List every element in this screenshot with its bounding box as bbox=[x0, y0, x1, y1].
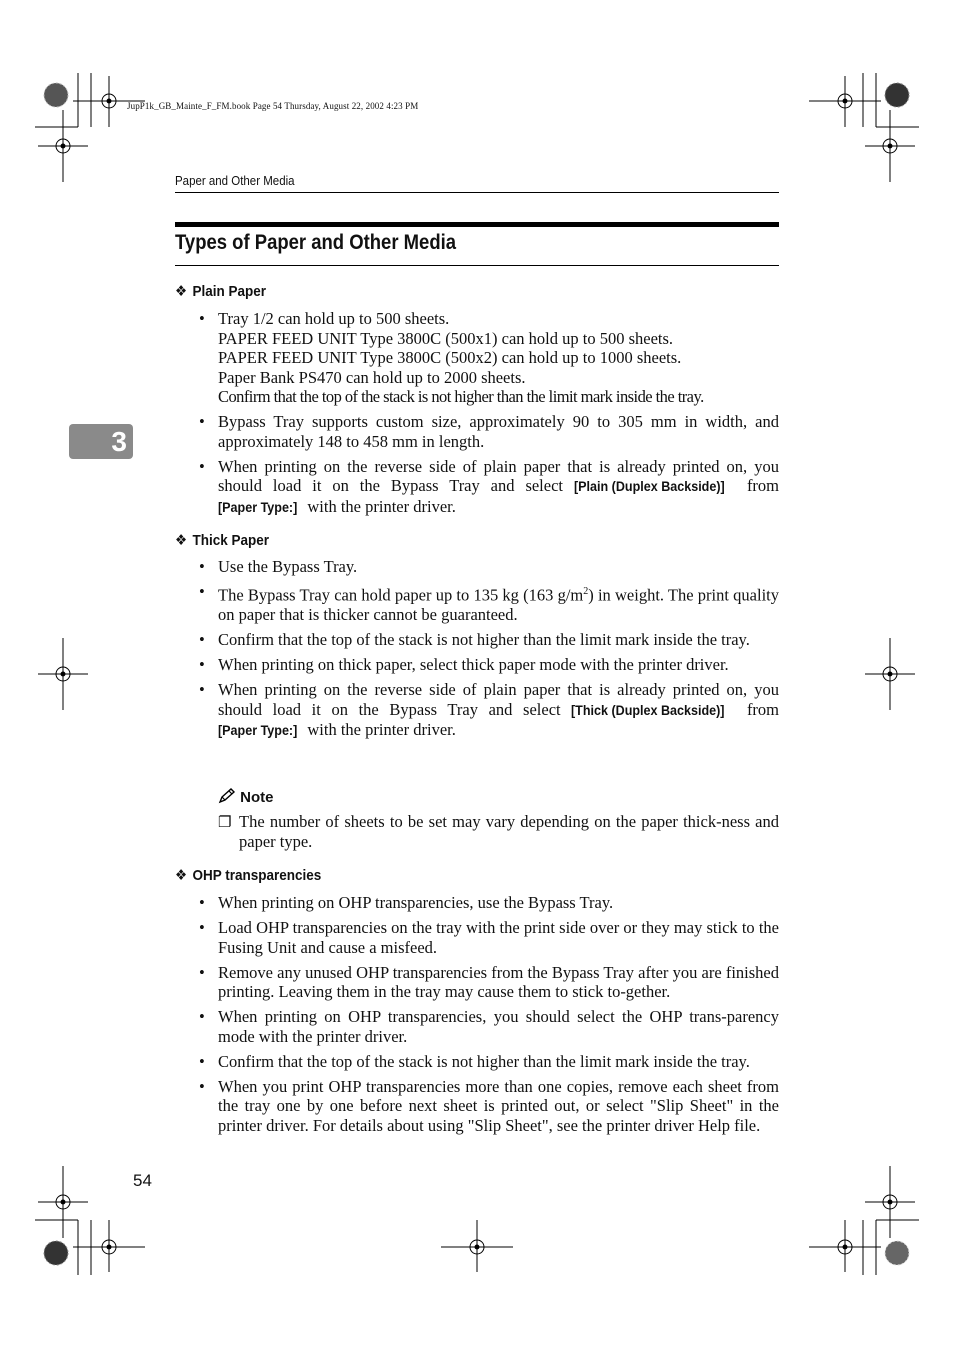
list-item bbox=[199, 456, 780, 518]
list-item-text: from bbox=[746, 476, 780, 495]
registration-mark-icon bbox=[441, 1220, 513, 1272]
diamond-icon: ❖ bbox=[175, 867, 188, 884]
list-item bbox=[199, 680, 780, 741]
ui-label-plain-duplex-backside: [Plain (Duplex Backside)] bbox=[573, 479, 725, 494]
list-item-text: Confirm that the top of the stack is not higher than the limit mark inside the tray. bbox=[218, 630, 750, 649]
chapter-number: 3 bbox=[111, 426, 127, 457]
list-item-text: Confirm that the top of the stack is not higher than the limit mark inside the tray. bbox=[218, 1051, 750, 1071]
list-item-text: When printing on the reverse side of plain paper that is already printed on, you should load it on the Bypass Tray and select bbox=[218, 456, 779, 495]
registration-mark-icon bbox=[38, 110, 88, 182]
list-item-text: ) in weight. The print quality on paper that is thicker cannot be guaranteed. bbox=[218, 585, 779, 624]
bullet-icon: • bbox=[199, 582, 205, 601]
list-item-text: Remove any unused OHP transparencies from the Bypass Tray after you are finished printing. Leaving them in the tray may cause them to stick to-gether. bbox=[218, 962, 779, 1001]
list-item-line: Tray 1/2 can hold up to 500 sheets. bbox=[218, 309, 450, 328]
list-item-line: PAPER FEED UNIT Type 3800C (500x2) can hold up to 1000 sheets. bbox=[218, 348, 682, 367]
list-item bbox=[199, 655, 779, 675]
registration-mark-icon bbox=[38, 638, 88, 710]
list-item bbox=[199, 557, 779, 577]
ui-label-paper-type: [Paper Type:] bbox=[218, 499, 298, 515]
bullet-icon: • bbox=[199, 630, 205, 649]
list-item bbox=[199, 412, 779, 451]
registration-mark-icon bbox=[865, 638, 915, 710]
registration-mark-icon bbox=[38, 1166, 88, 1238]
section-heading-text: Plain Paper bbox=[192, 283, 267, 300]
registration-mark-icon bbox=[809, 76, 881, 127]
ui-label-thick-duplex-backside: [Thick (Duplex Backside)] bbox=[571, 702, 725, 718]
list-item-text: Load OHP transparencies on the tray with the print side over or they may stick to the Fusing Unit and cause a misfeed. bbox=[218, 918, 779, 957]
list-item-text: with the printer driver. bbox=[307, 496, 456, 516]
list-item-text: Bypass Tray supports custom size, approximately 90 to 305 mm in width, and approximately 148 to 458 mm in length. bbox=[218, 412, 779, 451]
note-text: The number of sheets to be set may vary depending on the paper thick-ness and paper type. bbox=[239, 812, 779, 851]
diamond-icon: ❖ bbox=[175, 283, 188, 300]
list-item bbox=[199, 582, 779, 625]
running-head-rule bbox=[175, 192, 779, 193]
thick-paper-list bbox=[199, 557, 780, 746]
printer-slug: JupP1k_GB_Mainte_F_FM.book Page 54 Thursday, August 22, 2002 4:23 PM bbox=[127, 101, 419, 111]
diamond-icon: ❖ bbox=[175, 532, 188, 549]
note-heading bbox=[218, 788, 274, 806]
ui-label-paper-type: [Paper Type:] bbox=[218, 723, 298, 738]
bullet-icon: • bbox=[199, 456, 205, 476]
list-item-line: Paper Bank PS470 can hold up to 2000 sheets. bbox=[218, 367, 526, 387]
list-item-text: When you print OHP transparencies more than one copies, remove each sheet from the tray one by one before next sheet is printed out, or select "Slip Sheet" in the printer driver. For details about using "Slip Sheet", see the printer driver Help file. bbox=[218, 1076, 779, 1135]
list-item bbox=[199, 893, 779, 913]
section-heading-text: Thick Paper bbox=[192, 532, 270, 549]
bullet-icon: • bbox=[199, 557, 205, 576]
list-item-text: When printing on the reverse side of plain paper that is already printed on, you should load it on the Bypass Tray and select bbox=[218, 680, 779, 719]
bullet-icon: • bbox=[199, 1076, 205, 1096]
registration-mark-icon bbox=[73, 1220, 145, 1272]
registration-mark-icon bbox=[865, 1166, 915, 1238]
list-item bbox=[199, 1007, 779, 1046]
list-item-text: from bbox=[746, 699, 780, 719]
bullet-icon: • bbox=[199, 1007, 205, 1026]
bullet-icon: • bbox=[199, 918, 205, 937]
registration-mark-icon bbox=[865, 110, 915, 182]
list-item-line: PAPER FEED UNIT Type 3800C (500x1) can hold up to 500 sheets. bbox=[218, 328, 674, 348]
page-title: Types of Paper and Other Media bbox=[175, 231, 457, 254]
bullet-icon: • bbox=[199, 893, 205, 912]
running-head: Paper and Other Media bbox=[175, 174, 295, 188]
bullet-icon: • bbox=[199, 655, 205, 674]
list-item bbox=[199, 309, 779, 407]
section-heading-plain-paper bbox=[175, 282, 266, 300]
section-heading-thick-paper bbox=[175, 531, 269, 549]
list-item-text: When printing on OHP transparencies, use the Bypass Tray. bbox=[218, 893, 614, 912]
list-item-text: The Bypass Tray can hold paper up to 135 kg (163 g/m bbox=[218, 585, 584, 605]
list-item bbox=[199, 1051, 779, 1072]
bullet-icon: • bbox=[199, 309, 205, 328]
list-item-text: Use the Bypass Tray. bbox=[218, 557, 358, 576]
title-rule-top bbox=[175, 222, 779, 227]
bullet-icon: • bbox=[199, 962, 205, 982]
plain-paper-list bbox=[199, 309, 780, 523]
list-item bbox=[199, 1076, 779, 1136]
title-rule-bottom bbox=[175, 265, 779, 266]
list-item-text: with the printer driver. bbox=[307, 720, 456, 739]
section-heading-text: OHP transparencies bbox=[192, 867, 322, 884]
bullet-icon: • bbox=[199, 680, 205, 699]
list-item bbox=[199, 630, 779, 650]
page-number: 54 bbox=[133, 1171, 152, 1190]
chapter-tab bbox=[69, 424, 133, 459]
superscript: 2 bbox=[583, 586, 589, 597]
list-item bbox=[199, 918, 779, 957]
checkbox-icon: ❐ bbox=[218, 814, 232, 831]
registration-mark-icon bbox=[809, 1220, 881, 1272]
list-item-line: Confirm that the top of the stack is not higher than the limit mark inside the tray. bbox=[218, 387, 704, 406]
note-heading-text: Note bbox=[240, 789, 274, 806]
bullet-icon: • bbox=[199, 1051, 205, 1071]
pencil-icon bbox=[218, 788, 236, 804]
list-item-text: When printing on OHP transparencies, you should select the OHP trans-parency mode with the printer driver. bbox=[218, 1007, 779, 1046]
ohp-list bbox=[199, 893, 779, 1141]
section-heading-ohp bbox=[175, 866, 321, 884]
bullet-icon: • bbox=[199, 412, 205, 431]
list-item bbox=[199, 962, 779, 1002]
list-item-text: When printing on thick paper, select thick paper mode with the printer driver. bbox=[218, 655, 729, 674]
